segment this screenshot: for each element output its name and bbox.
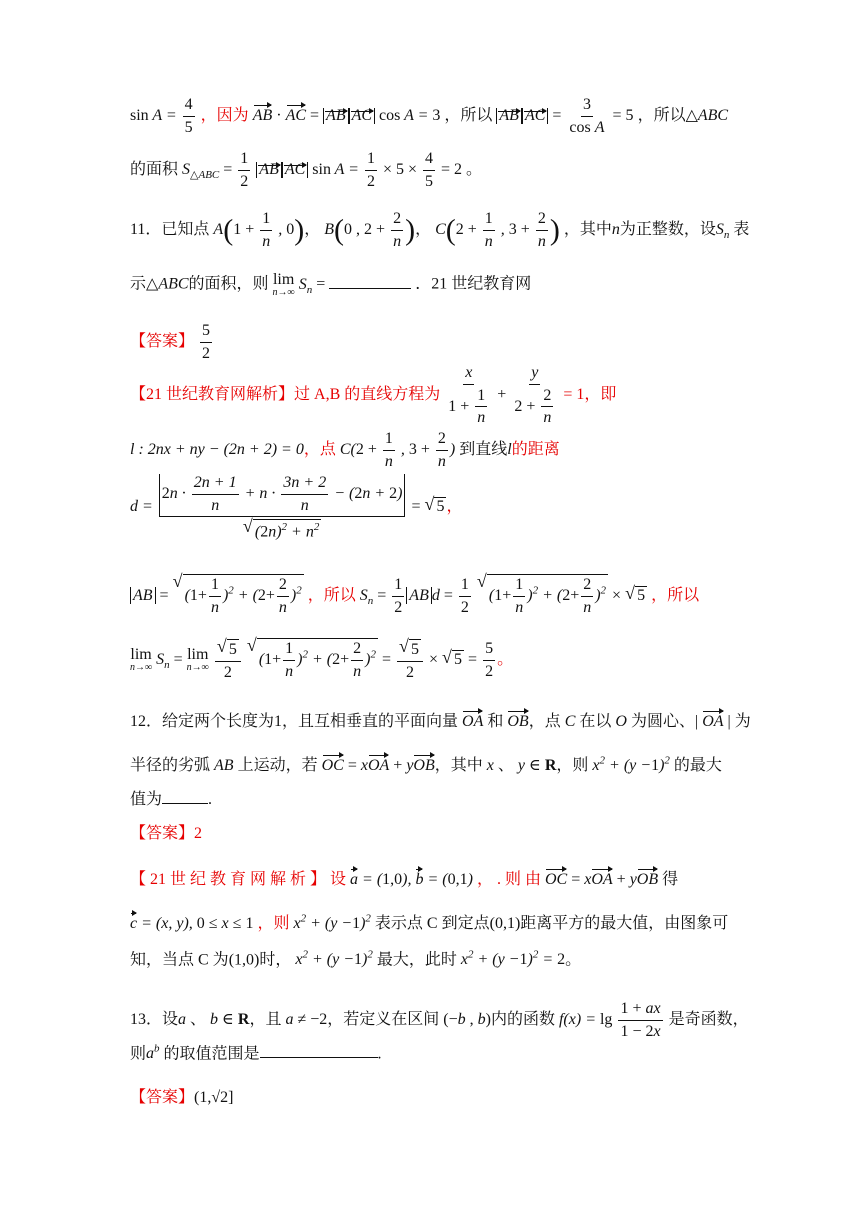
q13-line1-a: 13．设 (130, 1010, 179, 1028)
q11-line-2: 示△ABC的面积，则 lim n→∞ $S_n$ = ．21 世纪教育网 (130, 271, 532, 298)
fraction-x: x 1 + $\frac{1}{n}$ (448, 364, 486, 427)
q12-line2-d: 、 (497, 757, 514, 774)
fraction-4-5: $\frac{4}{5}$ (184, 96, 193, 136)
abs-ab-2: AB (496, 108, 522, 124)
answer-blank-12 (162, 803, 208, 804)
l6-d: 。 (565, 951, 582, 969)
eq-5: = 5 (612, 106, 634, 124)
q12-line3-end: . (208, 791, 213, 808)
abs-ab: AB (323, 108, 349, 124)
q11-biao: 表 (733, 220, 750, 238)
q12-line1-c: ，点 (528, 713, 561, 730)
period: 。 (466, 160, 483, 178)
q12-analysis-2: c = (x, y), 0 ≤ x ≤ 1 ，则 $x^2 + (y -1)^2$ 表示点 C 到定点(0,1)距离平方的最大值，由图象可 (130, 910, 728, 932)
analysis-label-11: 【21 世纪教育网解析】 (130, 386, 295, 404)
final-period: 。 (497, 650, 514, 668)
q13-line1-f: 是奇函数， (668, 1010, 749, 1028)
l5-b: 表示点 C 到定点 (374, 915, 490, 932)
fraction-3-cosa: $\frac{3}{\text{cos A}}$ (569, 96, 605, 136)
abs-ac-2: AC (522, 108, 548, 124)
q12-line-3 (130, 792, 212, 808)
abs-ac-3: AC (282, 162, 308, 178)
q11-ab-length: AB = √ (1+ $\frac{1}{n}$ )$^2$ + (2+ $\frac{2}{n}$ )$^2$ ，所以 $S_n$ = $\frac{1}{2}$ AB d = $\frac{1}{2}$ √ (1+ $\frac{1}{n}$ )$^2$ + (2+ $\frac{2}{n}$ )$^2$ × √ 5 ，所以 (130, 574, 699, 616)
analysis-b: ， . 则 由 (476, 871, 541, 888)
q12-line2-a: 半径的劣弧 (130, 757, 211, 774)
answer-fraction: $\frac{5}{2}$ (202, 322, 211, 362)
eq-1: = 1，即 (563, 386, 617, 404)
cos-eq: cos A = 3 (379, 106, 441, 124)
q12-line-2: 半径的劣弧 AB 上运动，若 OC = xOA + yOB，其中 x 、 y ∈ R，则 $x^2 + (y -1)^2$ 的最大 (130, 752, 722, 774)
sqrt-5: √ 5 (434, 497, 446, 515)
point-text: ，点 (303, 440, 336, 458)
point-b: B(0 , 2 + $\frac{2}{n}$ ) (324, 210, 416, 250)
dist-tail: 的距离 (511, 440, 560, 458)
answer-label-11: 【答案】 (130, 332, 195, 350)
solution-line-2: 的面积 $S_{\triangle ABC}$ = $\frac{1}{2}$ AB AC sin A = $\frac{1}{2}$ × 5 × $\frac{4}{5}$ = 2 。 (130, 150, 483, 190)
q12-line2-b: 上运动，若 (237, 757, 318, 774)
sin-a-2: sin A = (312, 160, 359, 178)
q13-line1-c: ，且 (249, 1010, 282, 1028)
vector-ac: AC (286, 102, 306, 124)
q12-line1-f: 为 (734, 713, 751, 730)
abc-label: ABC (697, 106, 729, 124)
answer-label-13: 【答案】 (130, 1089, 195, 1106)
q13-line1-d: ，若定义在区间 (327, 1010, 440, 1028)
q12-line1: 12．给定两个长度为 (130, 713, 275, 730)
so-text-4: ，所以 (651, 586, 700, 604)
q13-line-2: 则$a^b$ 的取值范围是 . (130, 1043, 382, 1063)
q12-line2-e: ，则 (556, 757, 589, 774)
limit-expr: lim n→∞ (272, 271, 295, 298)
so-text: ，所以 (444, 106, 493, 124)
area-text: 的面积 (130, 160, 179, 178)
answer-value-13: (1,√2] (194, 1089, 234, 1106)
answer-blank-13 (260, 1057, 378, 1058)
vector-ob: OB (507, 708, 528, 730)
sin-a-expr: sin A = (130, 106, 177, 124)
q13-line2-a: 则 (130, 1045, 147, 1063)
solution-line-1: sin A = $\frac{4}{5}$ ，因为 AB · AC = AB AC cos A = 3 ，所以 AB AC = $\frac{3}{\text{cos A}}$ = 5 ，所以△ABC (130, 96, 729, 136)
answer-value-12: 2 (194, 825, 203, 842)
q12-one: 1 (274, 713, 283, 730)
q12-analysis-1: 【 21 世 纪 教 育 网 解 析 】 设 a = (1,0), b = (0,1) ， . 则 由 OC = xOA + yOB 得 (130, 866, 678, 888)
fraction-4-5-2: $\frac{4}{5}$ (425, 150, 434, 190)
q11-line2-b: 的面积，则 (188, 275, 269, 293)
q12-line1-e: 为圆心、 (630, 713, 695, 730)
comma: ， (446, 498, 463, 516)
vector-oa: OA (462, 708, 483, 730)
distance-fraction: 2n · $\frac{2n + 1}{n}$ + n · $\frac{3n + 2}{n}$ − (2n + 2) √ $(2n)^2 + n^2$ (159, 474, 406, 541)
l5-c: 距离平方的最大值，由图象可 (520, 915, 729, 932)
d-eq: d = (130, 498, 153, 516)
fraction-half-2: $\frac{1}{2}$ (366, 150, 375, 190)
answer-blank-11 (329, 288, 411, 289)
analysis-text-11: 过 A,B 的直线方程为 (294, 386, 441, 404)
q11-line2-tail: ．21 世纪教育网 (415, 275, 532, 293)
q11-distance: d = 2n · $\frac{2n + 1}{n}$ + n · $\frac{3n + 2}{n}$ − (2n + 2) √ $(2n)^2 + n^2$ = √ 5 ， (130, 474, 462, 541)
q12-answer (130, 826, 202, 842)
analysis-c: 得 (662, 871, 679, 888)
q12-line2-f: 的最大 (673, 757, 722, 774)
q11-analysis-1: 【21 世纪教育网解析】过 A,B 的直线方程为 x 1 + $\frac{1}{n}$ + y 2 + $\frac{2}{n}$ = 1，即 (130, 364, 617, 427)
q12-line3: 值为 (130, 791, 163, 808)
q11-intro: 11．已知点 (130, 220, 210, 238)
abs-ac: AC (349, 108, 375, 124)
q12-analysis-3: 知，当点 C 为(1,0)时， $x^2 + (y -1)^2$ 最大，此时 $x^2 + (y -1)^2 = 2$。 (130, 949, 582, 969)
q11-line2-a: 示△ (130, 275, 159, 293)
analysis-label-12: 【 21 世 纪 教 育 网 解 析 】 (130, 871, 327, 888)
q13-answer (130, 1090, 233, 1106)
q13-line1-e: 内的函数 (490, 1010, 555, 1028)
fraction-half: $\frac{1}{2}$ (240, 150, 249, 190)
point-c: C(2 + $\frac{1}{n}$ , 3 + $\frac{2}{n}$ ) (435, 210, 560, 250)
q11-limit: lim n→∞ $S_n$ = lim n→∞ √ $\frac{5}{2}$ √ (1+ $\frac{1}{n}$ )$^2$ + (2+ $\frac{2}{n}$ )$^2$ = √ $\frac{5}{2}$ × √ 5 = $\frac{5}{2}$ 。 (130, 638, 513, 681)
q13-line2-b: 的取值范围是 (163, 1045, 260, 1063)
so-text-3: ，所以 (307, 586, 356, 604)
q11-n-desc: 为正整数，设 (619, 220, 716, 238)
q11-line-eq: l : 2nx + ny − (2n + 2) = 0，点 C(2 + $\frac{1}{n}$ , 3 + $\frac{2}{n}$ ) 到直线l的距离 (130, 430, 560, 470)
because-text: ，因为 (200, 106, 249, 124)
l5-a: ，则 (257, 915, 290, 932)
line-equation: l : 2nx + ny − (2n + 2) = 0 (130, 440, 304, 458)
s-abc: $S_{\triangle ABC}$ (182, 160, 220, 181)
q13-line2-end: . (377, 1045, 382, 1063)
point-a: A(1 + $\frac{1}{n}$ , 0) (213, 210, 305, 250)
analysis-a: 设 (330, 871, 347, 888)
q12-line2-c: ，其中 (434, 757, 483, 774)
q12-line1-d: 在以 (579, 713, 612, 730)
q12-line1-b: ，且互相垂直的平面向量 (282, 713, 459, 730)
q13-line-1: 13．设a 、 b ∈ R，且 a ≠ −2，若定义在区间 (−b , b)内的函数 f(x) = lg $\frac{1 + ax}{1 - 2x}$ 是奇函数， (130, 1000, 749, 1040)
q11-answer (130, 322, 214, 362)
times-5: × 5 × (382, 160, 418, 178)
q12-line-1: 12．给定两个长度为1，且互相垂直的平面向量 OA 和 OB，点 C 在以 O 为圆心、| OA | 为 (130, 708, 751, 730)
and-text: 和 (487, 713, 504, 730)
vector-ab: AB (253, 102, 273, 124)
q11-where: ，其中 (563, 220, 612, 238)
q13-line1-b: 、 (190, 1010, 207, 1028)
q11-line-1: 11．已知点 A(1 + $\frac{1}{n}$ , 0)， B(0 , 2 + $\frac{2}{n}$ )， C(2 + $\frac{1}{n}$ , 3 + $\frac{2}{n}$ ) ，其中n为正整数，设$S_n$ 表 (130, 210, 750, 250)
l6-b: 时， (259, 951, 292, 969)
answer-label-12: 【答案】 (130, 825, 195, 842)
abs-ab-3: AB (256, 162, 282, 178)
fraction-y: y 2 + $\frac{2}{n}$ (514, 364, 552, 427)
l6-a: 知，当点 C 为 (130, 951, 229, 969)
l6-c: 最大，此时 (376, 951, 457, 969)
eq-2: = 2 (441, 160, 463, 178)
so-text-2: ，所以△ (637, 106, 698, 124)
dist-text: 到直线 (459, 440, 508, 458)
